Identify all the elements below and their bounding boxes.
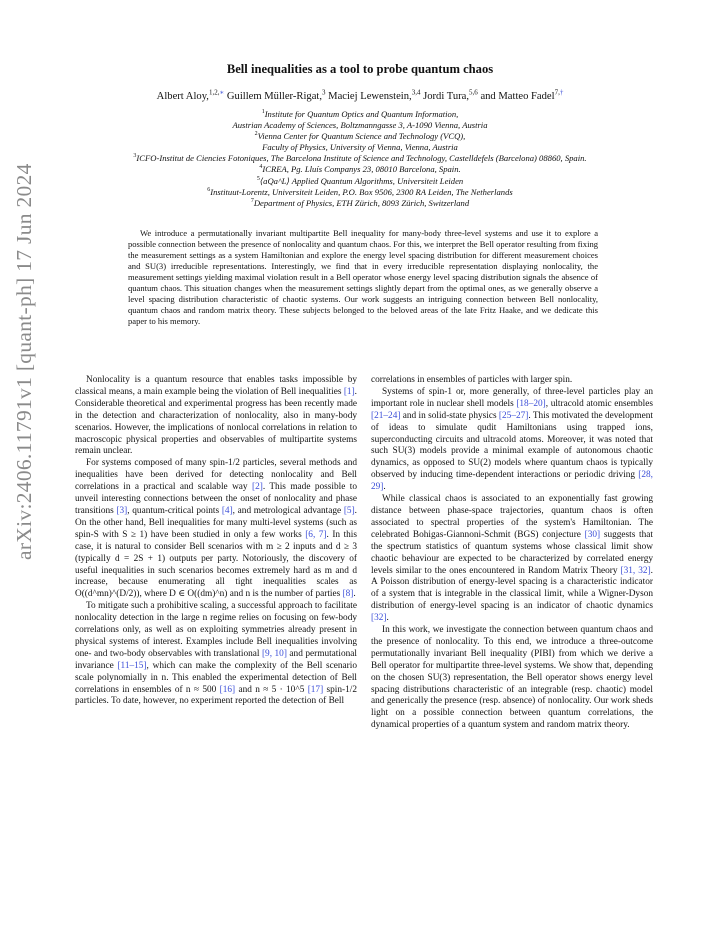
affiliation-list (0, 109, 720, 209)
paragraph-text: suggests that the spectrum statistics of quantum systems whose classical limit show chaotic behaviour are expected to be characterized by correlated energy levels similar to the ones encountered in Random Matrix Theory (371, 529, 653, 576)
paragraph-text: . Considerable theoretical and experimental progress has been recently made in the detection and characterization of nonlocality, also in many-body scenarios. However, the implications of nonlocal correlations in relation to macroscopic physical properties and observables of multipartite systems remain unclear. (75, 386, 357, 457)
citation-link[interactable]: [1] (343, 386, 355, 397)
paragraph-text: spin-1/2 particles. To date, however, no experiment reported the detection of Bell (75, 684, 357, 707)
affiliation-text: Faculty of Physics, University of Vienna, Vienna, Austria (262, 142, 458, 153)
citation-link[interactable]: [6, 7] (305, 529, 327, 540)
affiliation-text: Instituut-Lorentz, Universiteit Leiden, P.O. Box 9506, 2300 RA Leiden, The Netherlands (210, 186, 513, 197)
citation-link[interactable]: [30] (584, 529, 601, 540)
affiliation-line (0, 187, 720, 198)
citation-link[interactable]: [18–20] (516, 398, 546, 409)
corresponding-author-link[interactable]: † (559, 88, 564, 97)
citation-link[interactable]: [11–15] (117, 660, 147, 671)
author-affiliation-marker: 7,† (554, 88, 564, 97)
paper-title: Bell inequalities as a tool to probe quantum chaos (226, 62, 494, 76)
body-paragraph (371, 494, 653, 625)
citation-link[interactable]: [31, 32] (620, 565, 651, 576)
body-paragraph (75, 375, 357, 458)
affiliation-line (0, 120, 720, 131)
paragraph-text: To mitigate such a prohibitive scaling, a successful approach to facilitate nonlocality detection in the large n regime relies on focusing on few-body correlations only, as well as on exploiting symmetries already present in physical systems of interest. Examples include Bell inequalities involving one- and two-body observables with translational (75, 601, 357, 659)
paragraph-text: Systems of spin-1 or, more generally, of three-level particles play an important role in nuclear shell models (371, 386, 653, 409)
paragraph-text: , which can make the complexity of the Bell scenario scale polynomially in n. This enabled the experimental detection of Bell correlations in ensembles of n ≈ 500 (75, 660, 357, 695)
affiliation-text: Institute for Quantum Optics and Quantum Information, (264, 109, 459, 119)
author-name: Maciej Lewenstein, (328, 91, 412, 102)
affiliation-number: 3 (133, 153, 137, 160)
body-paragraph (371, 625, 653, 732)
citation-link[interactable]: [8] (342, 589, 354, 600)
citation-link[interactable]: [32] (371, 613, 387, 624)
author-list (0, 88, 720, 102)
author-affiliation-marker: 3,4 (411, 88, 421, 97)
paragraph-text: . On the other hand, Bell inequalities for many multi-level systems (such as spin-S with S ≥ 1) have been studied in only a few works (75, 505, 357, 540)
abstract: We introduce a permutationally invariant multipartite Bell inequality for many-body three-level systems and use it to explore a possible connection between the presence of nonlocality and quantum chaos. For this, we interpret the Bell operator resulting from fixing the measurement settings as a system Hamiltonian and explore the energy level spacing distribution for different measurement choices and SU(3) irreducible representations. Interestingly, we find that in every irreducible representation displaying nonlocality, the measurement settings yielding maximal violation result in a Bell operator whose energy level spacing distribution signals the absence of quantum chaos. This situation changes when the measurement settings slightly depart from the optimal ones, as we generally observe a level spacing distribution characteristic of chaotic systems. Our work suggests an intriguing connection between Bell nonlocality, quantum chaos and random matrix theory. These subjects belonged to the beloved areas of the late Fritz Haake, and we dedicate this paper to his memory. (128, 228, 598, 327)
author-name: Guillem Müller-Rigat, (226, 91, 322, 102)
body-paragraph (371, 375, 653, 387)
affiliation-text: Department of Physics, ETH Zürich, 8093 Zürich, Switzerland (253, 197, 470, 208)
affiliation-line (0, 131, 720, 142)
arxiv-identifier: arXiv:2406.11791v1 [quant-ph] 17 Jun 2024 (12, 163, 36, 560)
affiliation-number: 7 (250, 197, 254, 204)
paragraph-text: In this work, we investigate the connection between quantum chaos and the presence of nonlocality. To this end, we introduce a three-outcome permutationally invariant Bell inequality (PIBI) from which we derive a Bell operator for multipartite three-level systems. We show that, depending on the chosen SU(3) representation, the Bell operator shows energy level spacing distributions characteristic of an integrable (resp. chaotic) model and generically the presence (resp. absence) of nonlocality. Our work sheds light on a possible connection between quantum correlations, the dynamical properties of a quantum system and random matrix theory. (371, 625, 653, 731)
author-name: Jordi Tura, (423, 91, 470, 102)
affiliation-line (0, 142, 720, 153)
paragraph-text: , and metrological advantage (232, 505, 344, 516)
affiliation-text: Vienna Center for Quantum Science and Technology (VCQ), (257, 131, 466, 142)
paragraph-text: . In this case, it is natural to consider Bell scenarios with m ≥ 2 inputs and d ≥ 3 (typically d = 2S + 1) outputs per party. Notoriously, the discovery of useful inequalities in such scenarios becomes extremely hard as m and d increase, because enumerating all tight inequalities scales as O((d^mn)^(D/2)), where D ∈ O((dm)^n) and n is the number of parties (75, 529, 357, 600)
citation-link[interactable]: [3] (116, 505, 128, 516)
citation-link[interactable]: [2] (251, 482, 263, 493)
affiliation-line (0, 176, 720, 187)
affiliation-text: Austrian Academy of Sciences, Boltzmanngasse 3, A-1090 Vienna, Austria (232, 120, 488, 131)
paragraph-text: While classical chaos is associated to an exponentially fast growing distance between phase-space trajectories, quantum chaos is often associated to spectral properties of the system's Hamiltonian. The celebrated Bohigas-Giannoni-Schmit (BGS) conjecture (371, 494, 653, 540)
paragraph-text: , quantum-critical points (127, 505, 222, 516)
author-affiliation-marker: 1,2,∗ (208, 88, 225, 97)
paragraph-text: . This motivated the development of ideas to simulate qudit Hamiltonians using trapped ions, superconducting circuits and ultracold atoms. Moreover, it was noted that such SU(3) models provide a minimal example of autonomous chaotic dynamics, as opposed to SU(2) models where quantum chaos is typically observed by inducing time-dependent interactions or periodic driving (371, 410, 653, 481)
right-column (371, 375, 653, 732)
citation-link[interactable]: [21–24] (371, 410, 401, 421)
paragraph-text: . (386, 613, 389, 624)
affiliation-line (0, 109, 720, 120)
author-name: and Matteo Fadel (480, 91, 555, 102)
affiliation-number: 5 (256, 175, 260, 182)
left-column (75, 375, 357, 708)
paragraph-text: and permutational invariance (75, 648, 357, 671)
citation-link[interactable]: [16] (219, 684, 236, 695)
body-paragraph (75, 458, 357, 601)
affiliation-number: 4 (259, 164, 263, 171)
paragraph-text: For systems composed of many spin-1/2 particles, several methods and inequalities have been derived for detecting nonlocality and Bell correlations in a practical and scalable way (75, 458, 357, 493)
author-name: Albert Aloy, (156, 91, 209, 102)
affiliation-text: ICREA, Pg. Lluís Companys 23, 08010 Barcelona, Spain. (262, 164, 461, 175)
affiliation-text: ⟨aQa^L⟩ Applied Quantum Algorithms, Universiteit Leiden (259, 175, 464, 186)
paragraph-text: . A Poisson distribution of energy-level spacing is a characteristic indicator of a system that is integrable in the classical limit, while a Wigner-Dyson distribution of energy-level spacing is an indicator of chaotic dynamics (371, 565, 653, 612)
corresponding-author-link[interactable]: ∗ (219, 88, 225, 97)
citation-link[interactable]: [9, 10] (261, 648, 287, 659)
affiliation-number: 1 (261, 109, 265, 116)
paragraph-text: and in solid-state physics (400, 410, 499, 421)
paragraph-text: correlations in ensembles of particles with larger spin. (371, 375, 573, 385)
paragraph-text: , ultracold atomic ensembles (545, 398, 653, 409)
paragraph-text: and n ≈ 5 · 10^5 (235, 684, 308, 695)
citation-link[interactable]: [4] (221, 505, 233, 516)
affiliation-line (0, 198, 720, 209)
author-affiliation-marker: 5,6 (469, 88, 478, 97)
affiliation-text: ICFO-Institut de Ciencies Fotoniques, The Barcelona Institute of Science and Technology, Castelldefels (Barcelona) 08860, Spain. (136, 153, 587, 164)
affiliation-number: 2 (254, 131, 258, 138)
citation-link[interactable]: [5] (343, 505, 355, 516)
author-affiliation-marker: 3 (322, 88, 326, 97)
citation-link[interactable]: [25–27] (498, 410, 529, 421)
affiliation-line (0, 164, 720, 175)
body-paragraph (75, 601, 357, 708)
paragraph-text: Nonlocality is a quantum resource that enables tasks impossible by classical means, a main example being the violation of Bell inequalities (75, 375, 357, 397)
paragraph-text: . This made possible to unveil interesting connections between the onset of nonlocality and phase transitions (75, 482, 357, 516)
affiliation-line (0, 153, 720, 164)
paragraph-text: . (353, 589, 356, 600)
citation-link[interactable]: [17] (307, 684, 324, 695)
paragraph-text: . (383, 482, 386, 493)
affiliation-number: 6 (207, 186, 211, 193)
citation-link[interactable]: [28, 29] (371, 470, 653, 493)
body-paragraph (371, 387, 653, 494)
